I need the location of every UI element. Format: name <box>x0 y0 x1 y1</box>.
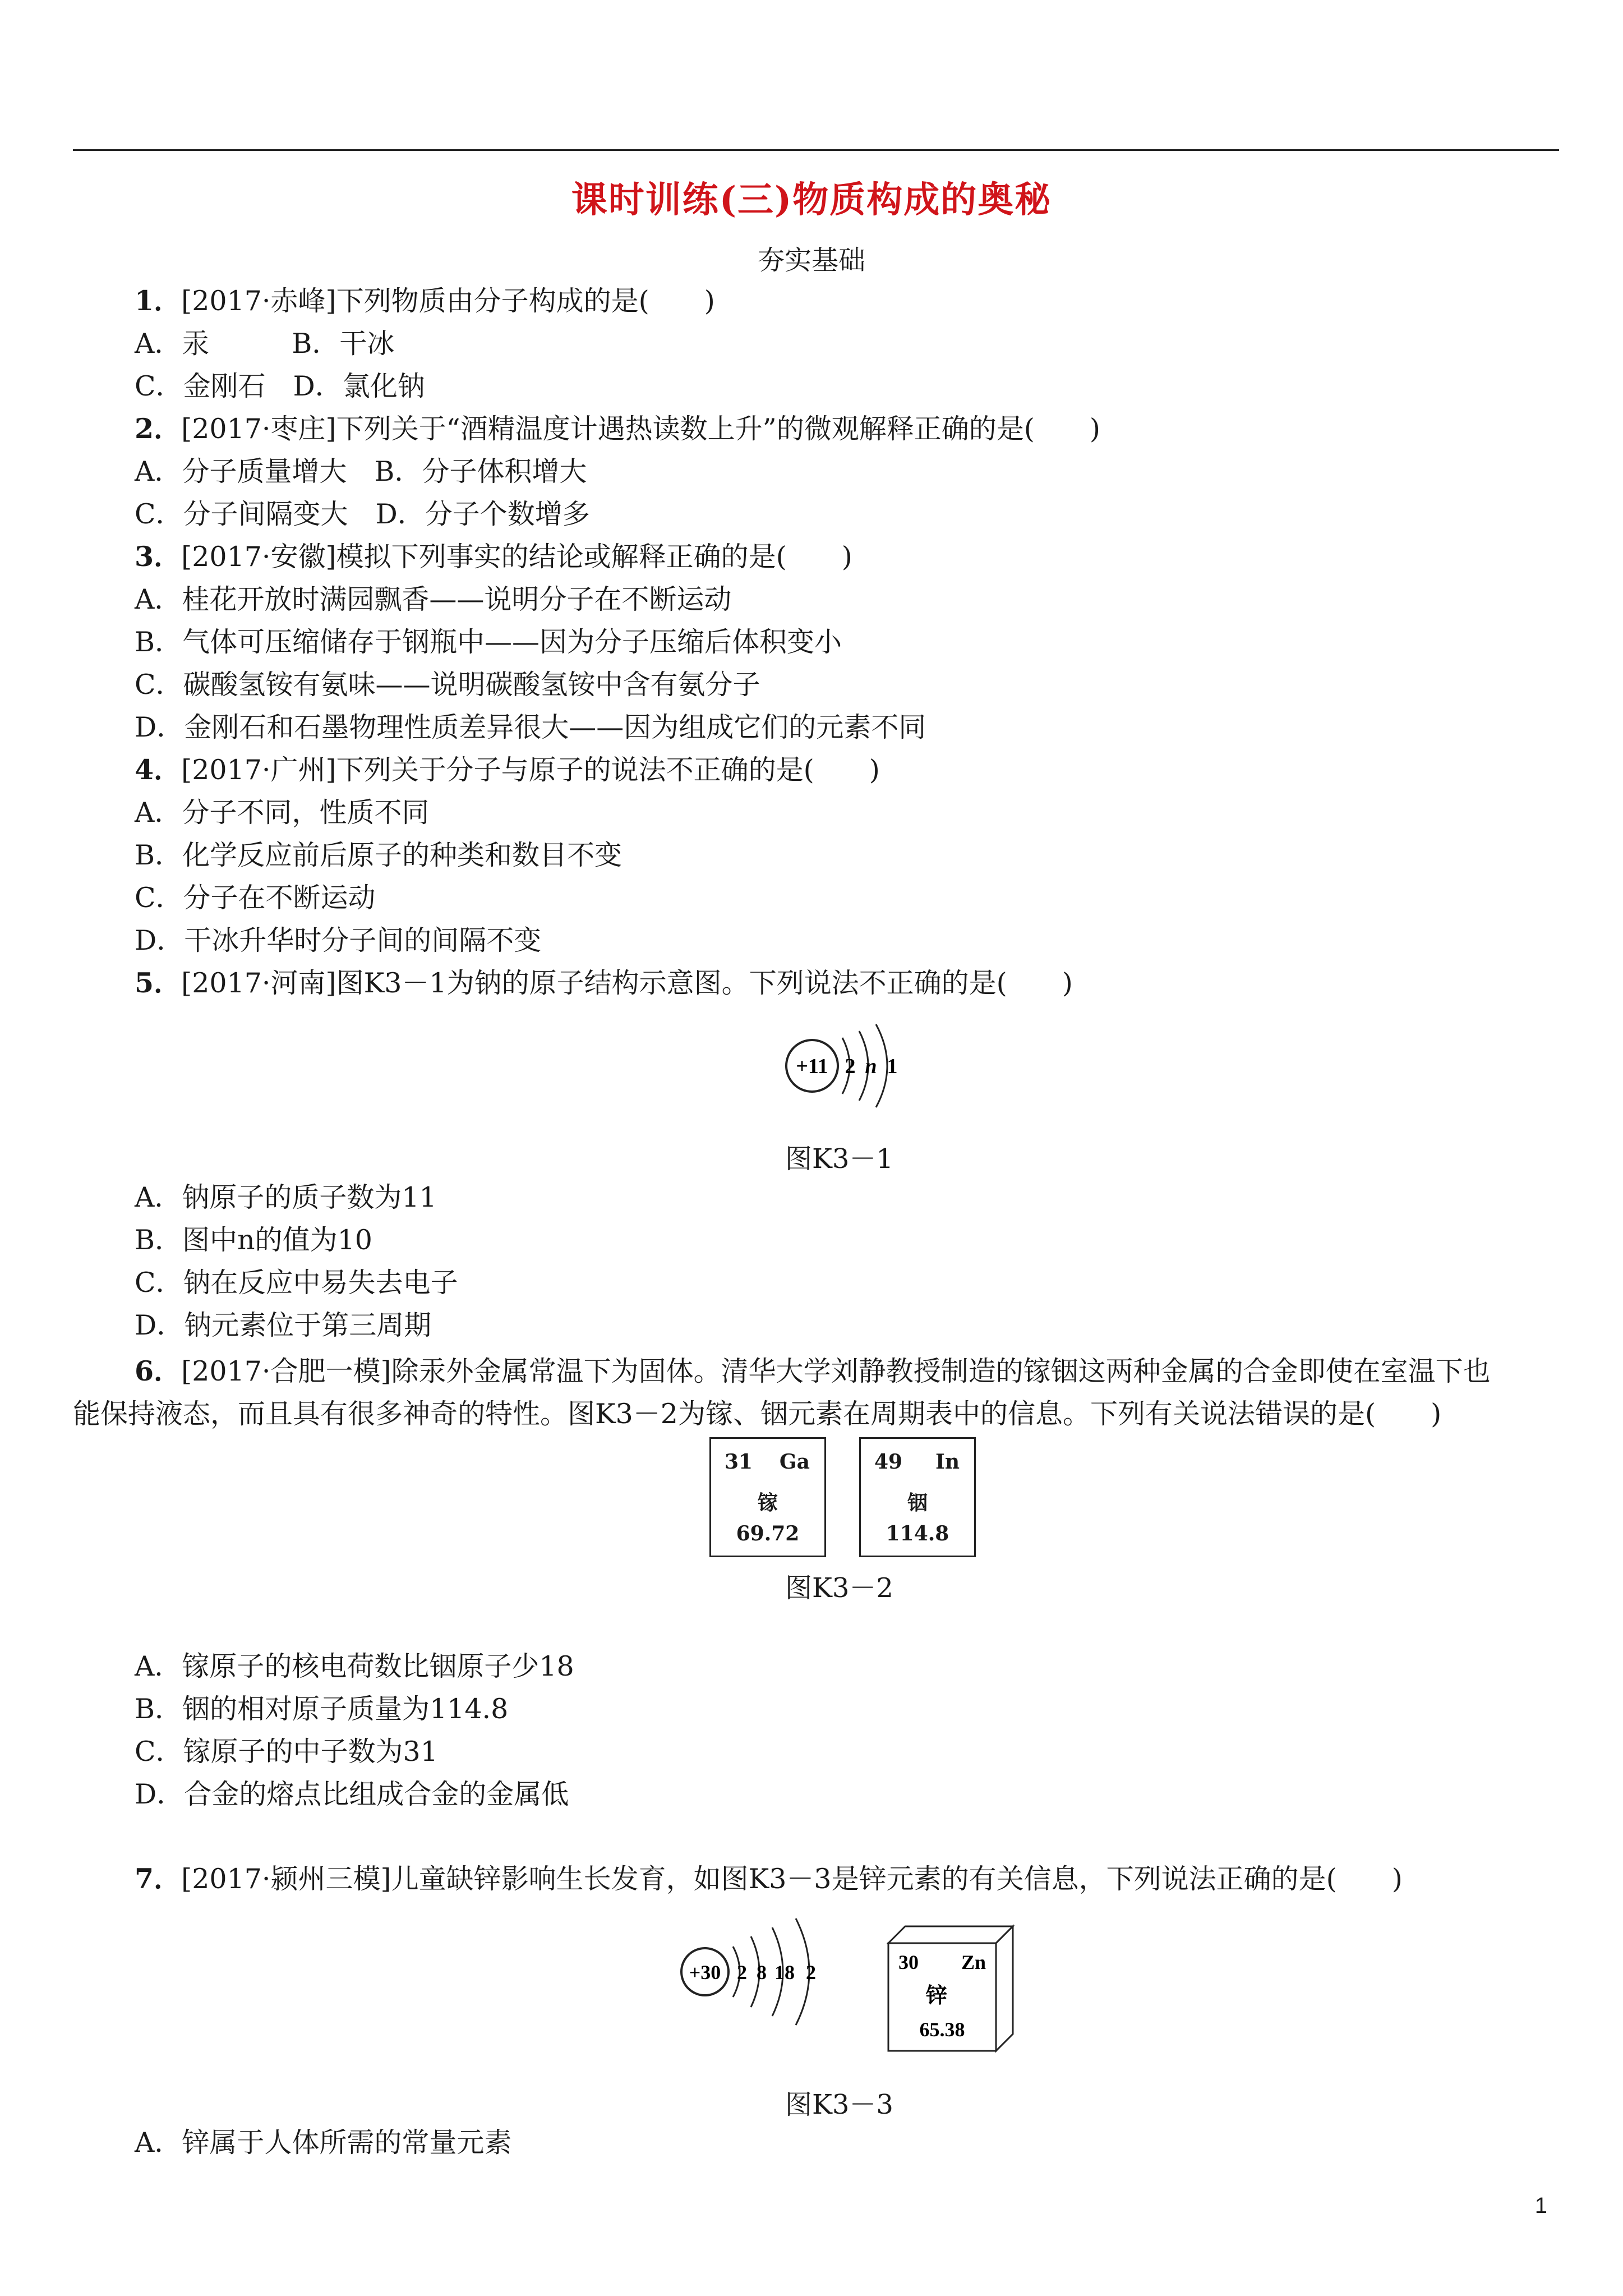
q4-option-c: C．分子在不断运动 <box>135 882 376 914</box>
question-text: [2017·河南]图K3－1为钠的原子结构示意图。下列说法不正确的是( ) <box>181 967 1073 999</box>
element-card-indium <box>859 1437 976 1557</box>
shell-electrons: 18 <box>774 1961 795 1984</box>
question-number: 4． <box>135 753 182 786</box>
question-text: [2017·广州]下列关于分子与原子的说法不正确的是( ) <box>181 754 880 786</box>
shell-electrons: 8 <box>757 1961 767 1984</box>
q3-option-b: B．气体可压缩储存于钢瓶中——因为分子压缩后体积变小 <box>135 626 842 658</box>
question-text: [2017·赤峰]下列物质由分子构成的是( ) <box>181 285 715 317</box>
question-number: 2． <box>135 412 182 445</box>
cube-side-face <box>996 1926 1013 2051</box>
q2-options-ab: A．分子质量增大 B．分子体积增大 <box>135 455 587 487</box>
question-1 <box>135 284 715 317</box>
element-name: 镓 <box>757 1491 778 1515</box>
atomic-mass: 69.72 <box>736 1522 800 1545</box>
zinc-atom-structure-diagram <box>676 1913 878 2031</box>
figure-caption: 图K3－1 <box>785 1143 893 1175</box>
q3-option-d: D．金刚石和石墨物理性质差异很大——因为组成它们的元素不同 <box>135 711 926 743</box>
question-text: [2017·安徽]模拟下列事实的结论或解释正确的是( ) <box>181 541 852 573</box>
element-name: 铟 <box>907 1491 928 1515</box>
q4-option-a: A．分子不同，性质不同 <box>135 797 430 829</box>
question-number: 6． <box>135 1355 182 1387</box>
question-3 <box>135 540 852 573</box>
zinc-element-cube <box>886 1924 1021 2059</box>
q5-option-d: D．钠元素位于第三周期 <box>135 1309 432 1341</box>
element-symbol: Zn <box>961 1951 986 1973</box>
q1-options-ab: A．汞 B．干冰 <box>135 328 395 360</box>
question-6-continued: 能保持液态，而且具有很多神奇的特性。图K3－2为镓、铟元素在周期表中的信息。下列有关说法错误的是( ) <box>73 1398 1442 1430</box>
question-number: 3． <box>135 540 182 573</box>
q3-option-a: A．桂花开放时满园飘香——说明分子在不断运动 <box>135 583 732 615</box>
question-text: [2017·合肥一模]除汞外金属常温下为固体。清华大学刘静教授制造的镓铟这两种金属的合金即使在室温下也 <box>181 1355 1491 1387</box>
figure-caption: 图K3－2 <box>785 1572 893 1604</box>
question-2 <box>135 412 1100 445</box>
atomic-number: 49 <box>874 1450 903 1474</box>
question-4 <box>135 753 880 786</box>
shell-electrons: 2 <box>737 1961 747 1984</box>
element-symbol: Ga <box>779 1450 810 1474</box>
q6-option-a: A．镓原子的核电荷数比铟原子少18 <box>135 1650 574 1682</box>
element-name: 锌 <box>925 1984 948 2008</box>
q5-option-a: A．钠原子的质子数为11 <box>135 1181 437 1213</box>
header-rule <box>73 149 1559 151</box>
q5-option-c: C．钠在反应中易失去电子 <box>135 1267 458 1299</box>
electron-shell-arc <box>876 1024 887 1107</box>
element-symbol: In <box>935 1450 960 1474</box>
question-number: 1． <box>135 284 182 317</box>
q5-option-b: B．图中n的值为10 <box>135 1224 372 1256</box>
q3-option-c: C．碳酸氢铵有氨味——说明碳酸氢铵中含有氨分子 <box>135 669 760 701</box>
atomic-mass: 65.38 <box>919 2018 965 2041</box>
section-title: 夯实基础 <box>757 245 865 276</box>
q4-option-d: D．干冰升华时分子间的间隔不变 <box>135 924 542 956</box>
q6-option-d: D．合金的熔点比组成合金的金属低 <box>135 1778 569 1810</box>
question-7 <box>135 1862 1403 1895</box>
shell-electrons: 1 <box>887 1055 898 1078</box>
q2-options-cd: C．分子间隔变大 D．分子个数增多 <box>135 498 590 530</box>
atomic-number: 30 <box>898 1951 919 1973</box>
figure-caption: 图K3－3 <box>785 2089 893 2120</box>
question-6 <box>135 1355 1491 1387</box>
question-text: [2017·颍州三模]儿童缺锌影响生长发育，如图K3－3是锌元素的有关信息，下列说法正确的是( ) <box>181 1863 1403 1895</box>
atomic-number: 31 <box>725 1450 753 1474</box>
question-text: [2017·枣庄]下列关于“酒精温度计遇热读数上升”的微观解释正确的是( ) <box>181 413 1100 445</box>
shell-electrons: 2 <box>845 1055 856 1078</box>
shell-electrons: n <box>865 1055 877 1078</box>
atomic-mass: 114.8 <box>886 1522 949 1545</box>
page-number: 1 <box>1534 2193 1547 2218</box>
q7-option-a: A．锌属于人体所需的常量元素 <box>135 2127 512 2159</box>
page-title: 课时训练(三)物质构成的奥秘 <box>571 179 1052 221</box>
q1-options-cd: C．金刚石 D．氯化钠 <box>135 370 425 402</box>
shell-electrons: 2 <box>806 1961 816 1984</box>
q6-option-b: B．铟的相对原子质量为114.8 <box>135 1693 509 1725</box>
sodium-atom-structure-diagram <box>780 1015 925 1116</box>
element-card-gallium <box>709 1437 826 1557</box>
question-number: 5． <box>135 967 182 999</box>
cube-top-face <box>888 1926 1013 1943</box>
nucleus-charge: +11 <box>796 1055 828 1078</box>
question-5 <box>135 969 1073 997</box>
nucleus-charge: +30 <box>689 1961 721 1984</box>
q4-option-b: B．化学反应前后原子的种类和数目不变 <box>135 839 623 871</box>
question-number: 7． <box>135 1862 182 1895</box>
q6-option-c: C．镓原子的中子数为31 <box>135 1736 438 1768</box>
